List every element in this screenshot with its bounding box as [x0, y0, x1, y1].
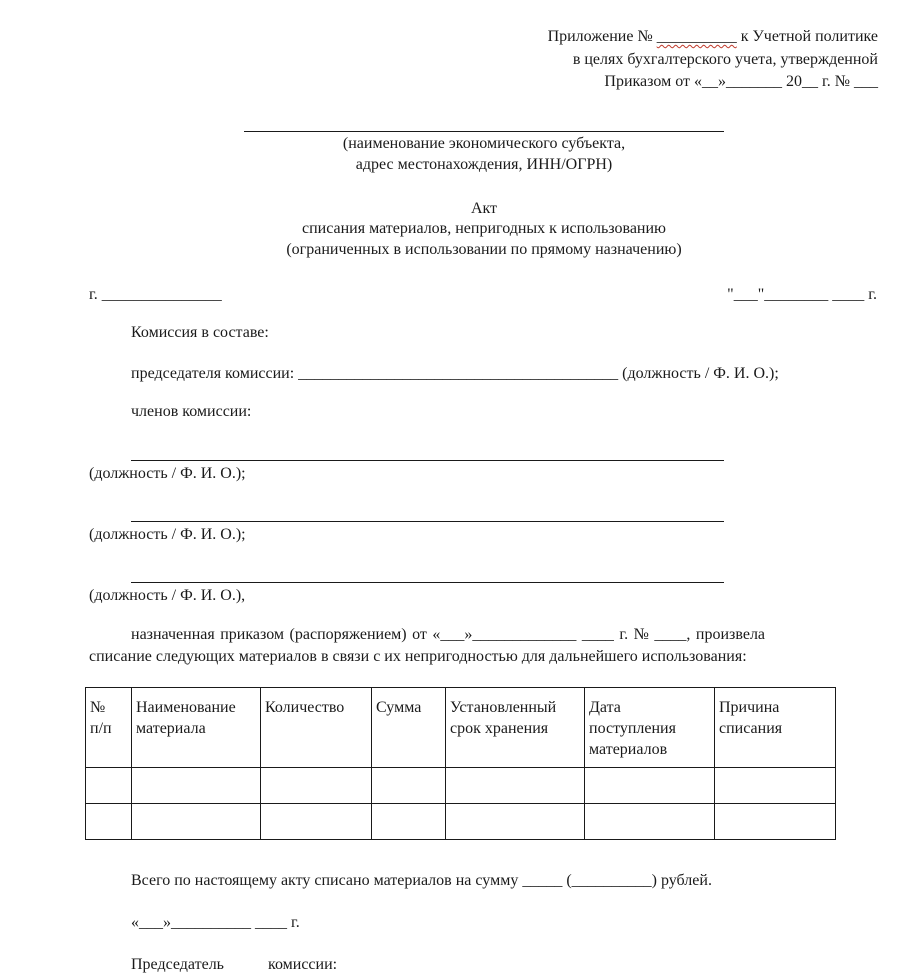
table-cell[interactable]: [715, 768, 836, 804]
signature-date: «___»__________ ____ г.: [131, 914, 300, 931]
table-cell[interactable]: [715, 804, 836, 840]
table-cell[interactable]: [585, 768, 715, 804]
annex-number-blank: __________: [656, 28, 737, 45]
table-cell[interactable]: [446, 804, 585, 840]
table-cell[interactable]: [372, 768, 446, 804]
entity-caption-line-1: (наименование экономического субъекта,: [342, 135, 626, 152]
entity-caption-line-2: адрес местонахождения, ИНН/ОГРН): [355, 156, 613, 173]
member-3-caption: (должность / Ф. И. О.),: [89, 587, 246, 604]
table-header-cell: [446, 688, 585, 768]
appointment-line-2: списание следующих материалов в связи с их непригодностью для дальнейшего использования:: [89, 648, 747, 665]
table-cell[interactable]: [372, 804, 446, 840]
table-header-cell: [585, 688, 715, 768]
member-2-caption: (должность / Ф. И. О.);: [89, 526, 246, 543]
date-field: "___"________ ____ г.: [727, 286, 877, 303]
annex-line-3: Приказом от «__»_______ 20__ г. № ___: [604, 73, 878, 90]
table-header-text: Дата: [589, 699, 621, 716]
table-cell[interactable]: [585, 804, 715, 840]
table-header-text: Причина: [719, 699, 780, 716]
table-header-cell: [132, 688, 261, 768]
member-2-line: [131, 521, 724, 522]
table-header-cell: [261, 688, 372, 768]
table-cell[interactable]: [86, 804, 132, 840]
table-row: [86, 804, 836, 840]
table-cell[interactable]: [132, 768, 261, 804]
annex-line-2: в целях бухгалтерского учета, утвержденной: [572, 51, 878, 68]
table-header-text: срок хранения: [450, 720, 549, 737]
member-1-caption: (должность / Ф. И. О.);: [89, 465, 246, 482]
commission-chair: председателя комиссии: ________________________________________ (должность / Ф. И. О.);: [131, 365, 779, 382]
table-header-cell: [86, 688, 132, 768]
annex-suffix: к Учетной политике: [736, 28, 878, 45]
document-subtitle-1: списания материалов, непригодных к использованию: [301, 220, 666, 237]
table-cell[interactable]: [86, 768, 132, 804]
table-cell[interactable]: [261, 768, 372, 804]
table-body: [86, 768, 836, 840]
table-header-text: списания: [719, 720, 783, 737]
commission-members-label: членов комиссии:: [131, 403, 252, 420]
table-header-text: №: [90, 699, 106, 716]
table-header-text: Установленный: [450, 699, 557, 716]
table-header-text: материалов: [589, 741, 668, 758]
table-header-cell: [372, 688, 446, 768]
member-1-line: [131, 460, 724, 461]
table-cell[interactable]: [446, 768, 585, 804]
table-row: [86, 768, 836, 804]
table-cell[interactable]: [132, 804, 261, 840]
annex-prefix: Приложение №: [547, 28, 653, 45]
entity-name-line: [244, 131, 724, 132]
table-header-text: Сумма: [376, 699, 422, 716]
table-header-text: п/п: [90, 720, 112, 737]
member-3-line: [131, 582, 724, 583]
table-cell[interactable]: [261, 804, 372, 840]
document-subtitle-2: (ограниченных в использовании по прямому назначению): [286, 241, 682, 258]
table-header-text: Количество: [265, 699, 345, 716]
table-header-text: материала: [136, 720, 206, 737]
table-header-row: [86, 688, 836, 768]
total-sum-line: Всего по настоящему акту списано материалов на сумму _____ (__________) рублей.: [131, 872, 712, 889]
document-title: Акт: [470, 200, 498, 217]
table-header-text: Наименование: [136, 699, 236, 716]
appointment-line-1: назначенная приказом (распоряжением) от «___»_____________ ____ г. № ____, произвела: [131, 626, 766, 643]
annex-line-1: [400, 27, 878, 47]
table-header-text: поступления: [589, 720, 676, 737]
commission-intro: Комиссия в составе:: [131, 324, 269, 341]
city-field: г. _______________: [89, 286, 222, 303]
table-header-cell: [715, 688, 836, 768]
materials-table: [85, 687, 836, 840]
chair-signature-label: Председатель комиссии:: [131, 956, 338, 973]
